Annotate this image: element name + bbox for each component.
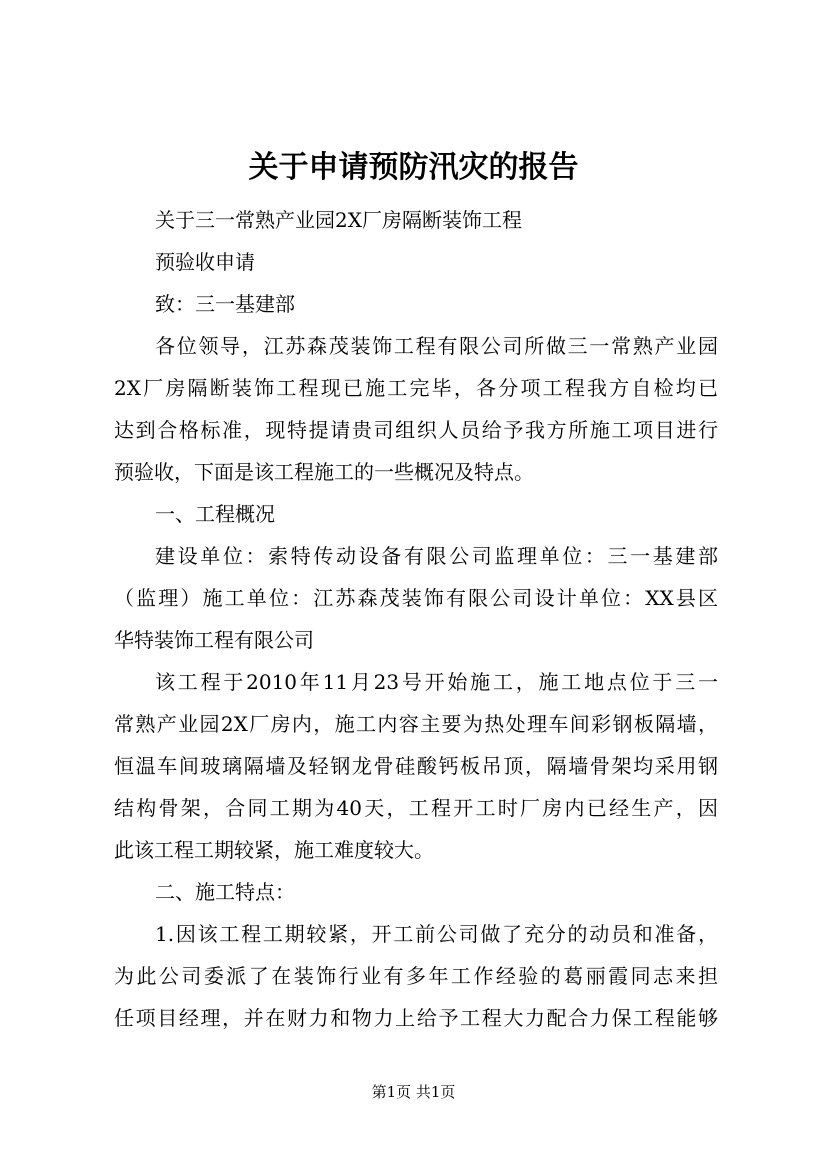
- body-line: [114, 451, 718, 493]
- body-line: [114, 199, 718, 241]
- body-line: [114, 535, 718, 577]
- document-title: 关于申请预防汛灾的报告: [248, 150, 579, 185]
- body-line: [114, 871, 718, 913]
- body-line-text: 建设单位：索特传动设备有限公司监理单位：三一基建部: [155, 544, 718, 568]
- body-line-text: 该工程于2010年11月23号开始施工，施工地点位于三一: [155, 670, 718, 694]
- body-line-text: 此该工程工期较紧，施工难度较大。: [114, 838, 434, 862]
- body-line-text: 达到合格标准，现特提请贵司组织人员给予我方所施工项目进行: [114, 418, 718, 442]
- body-line: [114, 997, 718, 1039]
- body-line: [114, 787, 718, 829]
- body-line-text: 常熟产业园2X厂房内，施工内容主要为热处理车间彩钢板隔墙，: [114, 712, 718, 736]
- body-line-text: 预验收申请: [155, 250, 255, 274]
- body-line-text: 结构骨架，合同工期为40天，工程开工时厂房内已经生产，因: [114, 796, 718, 820]
- body-line-text: 恒温车间玻璃隔墙及轻钢龙骨硅酸钙板吊顶，隔墙骨架均采用钢: [114, 754, 718, 778]
- body-line: [114, 745, 718, 787]
- body-line-text: 为此公司委派了在装饰行业有多年工作经验的葛丽霞同志来担: [114, 964, 718, 988]
- body-line-text: 2X厂房隔断装饰工程现已施工完毕，各分项工程我方自检均已: [114, 376, 718, 400]
- body-line-text: 预验收，下面是该工程施工的一些概况及特点。: [114, 460, 534, 484]
- body-line: [114, 913, 718, 955]
- body-line: [114, 829, 718, 871]
- body-line: [114, 661, 718, 703]
- body-line: [114, 367, 718, 409]
- body-line-text: 1.因该工程工期较紧，开工前公司做了充分的动员和准备，: [155, 922, 718, 946]
- body-line-text: 二、施工特点：: [155, 880, 295, 904]
- body-line: [114, 703, 718, 745]
- body-line-text: 任项目经理，并在财力和物力上给予工程大力配合力保工程能够: [114, 1006, 718, 1030]
- body-line-text: 致：三一基建部: [155, 292, 295, 316]
- body-line: [114, 409, 718, 451]
- body-line-text: 关于三一常熟产业园2X厂房隔断装饰工程: [155, 208, 522, 232]
- body-line: [114, 577, 718, 619]
- body-line: [114, 241, 718, 283]
- body-line: [114, 325, 718, 367]
- body-line-text: 华特装饰工程有限公司: [114, 628, 314, 652]
- body-line: [114, 493, 718, 535]
- body-line-text: （监理）施工单位：江苏森茂装饰有限公司设计单位：XX县区: [114, 586, 718, 610]
- body-line: [114, 955, 718, 997]
- page-footer: 第1页 共1页: [371, 1083, 456, 1101]
- body-line-text: 各位领导，江苏森茂装饰工程有限公司所做三一常熟产业园: [155, 334, 718, 358]
- body-line: [114, 619, 718, 661]
- body-line: [114, 283, 718, 325]
- document-body: [114, 199, 718, 1039]
- body-line-text: 一、工程概况: [155, 502, 275, 526]
